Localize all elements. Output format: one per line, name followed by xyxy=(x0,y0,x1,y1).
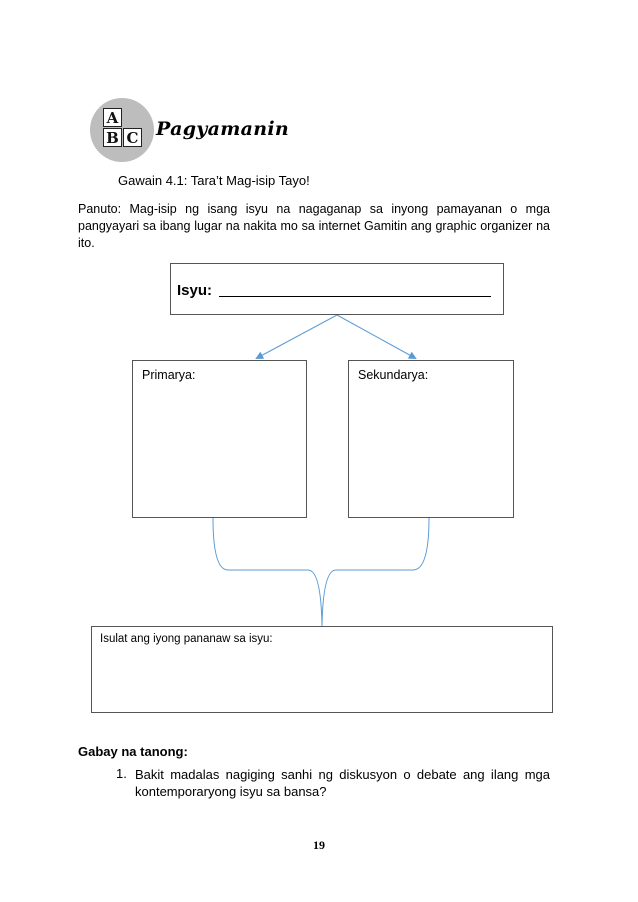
block-b: B xyxy=(103,128,122,147)
issue-box xyxy=(170,263,504,315)
activity-instructions: Panuto: Mag-isip ng isang isyu na nagaganap sa inyong pamayanan o mga pangyayari sa ibang lugar na nakita mo sa internet Gamitin ang graphic organizer na ito. xyxy=(78,202,550,250)
guide-title: Gabay na tanong: xyxy=(78,744,188,759)
arrow-to-secondary xyxy=(337,315,415,358)
page-number: 19 xyxy=(313,838,325,852)
block-c: C xyxy=(123,128,142,147)
secondary-source-box[interactable] xyxy=(348,360,514,518)
opinion-label: Isulat ang iyong pananaw sa isyu: xyxy=(100,633,273,645)
opinion-box[interactable] xyxy=(91,626,553,713)
activity-title: Gawain 4.1: Tara’t Mag-isip Tayo! xyxy=(118,173,310,188)
issue-label: Isyu: xyxy=(177,282,213,299)
primary-source-box[interactable] xyxy=(132,360,307,518)
block-a: A xyxy=(103,108,122,127)
section-title: Pagyamanin xyxy=(156,118,289,140)
arrow-to-primary xyxy=(257,315,337,358)
brace-connector xyxy=(213,518,429,626)
question-text: Bakit madalas nagiging sanhi ng diskusyon o debate ang ilang mga kontemporaryong isyu sa bansa? xyxy=(135,767,550,799)
secondary-label: Sekundarya: xyxy=(358,368,429,382)
primary-label: Primarya: xyxy=(142,368,196,382)
issue-answer-line[interactable] xyxy=(219,296,491,297)
question-number: 1. xyxy=(116,766,127,781)
